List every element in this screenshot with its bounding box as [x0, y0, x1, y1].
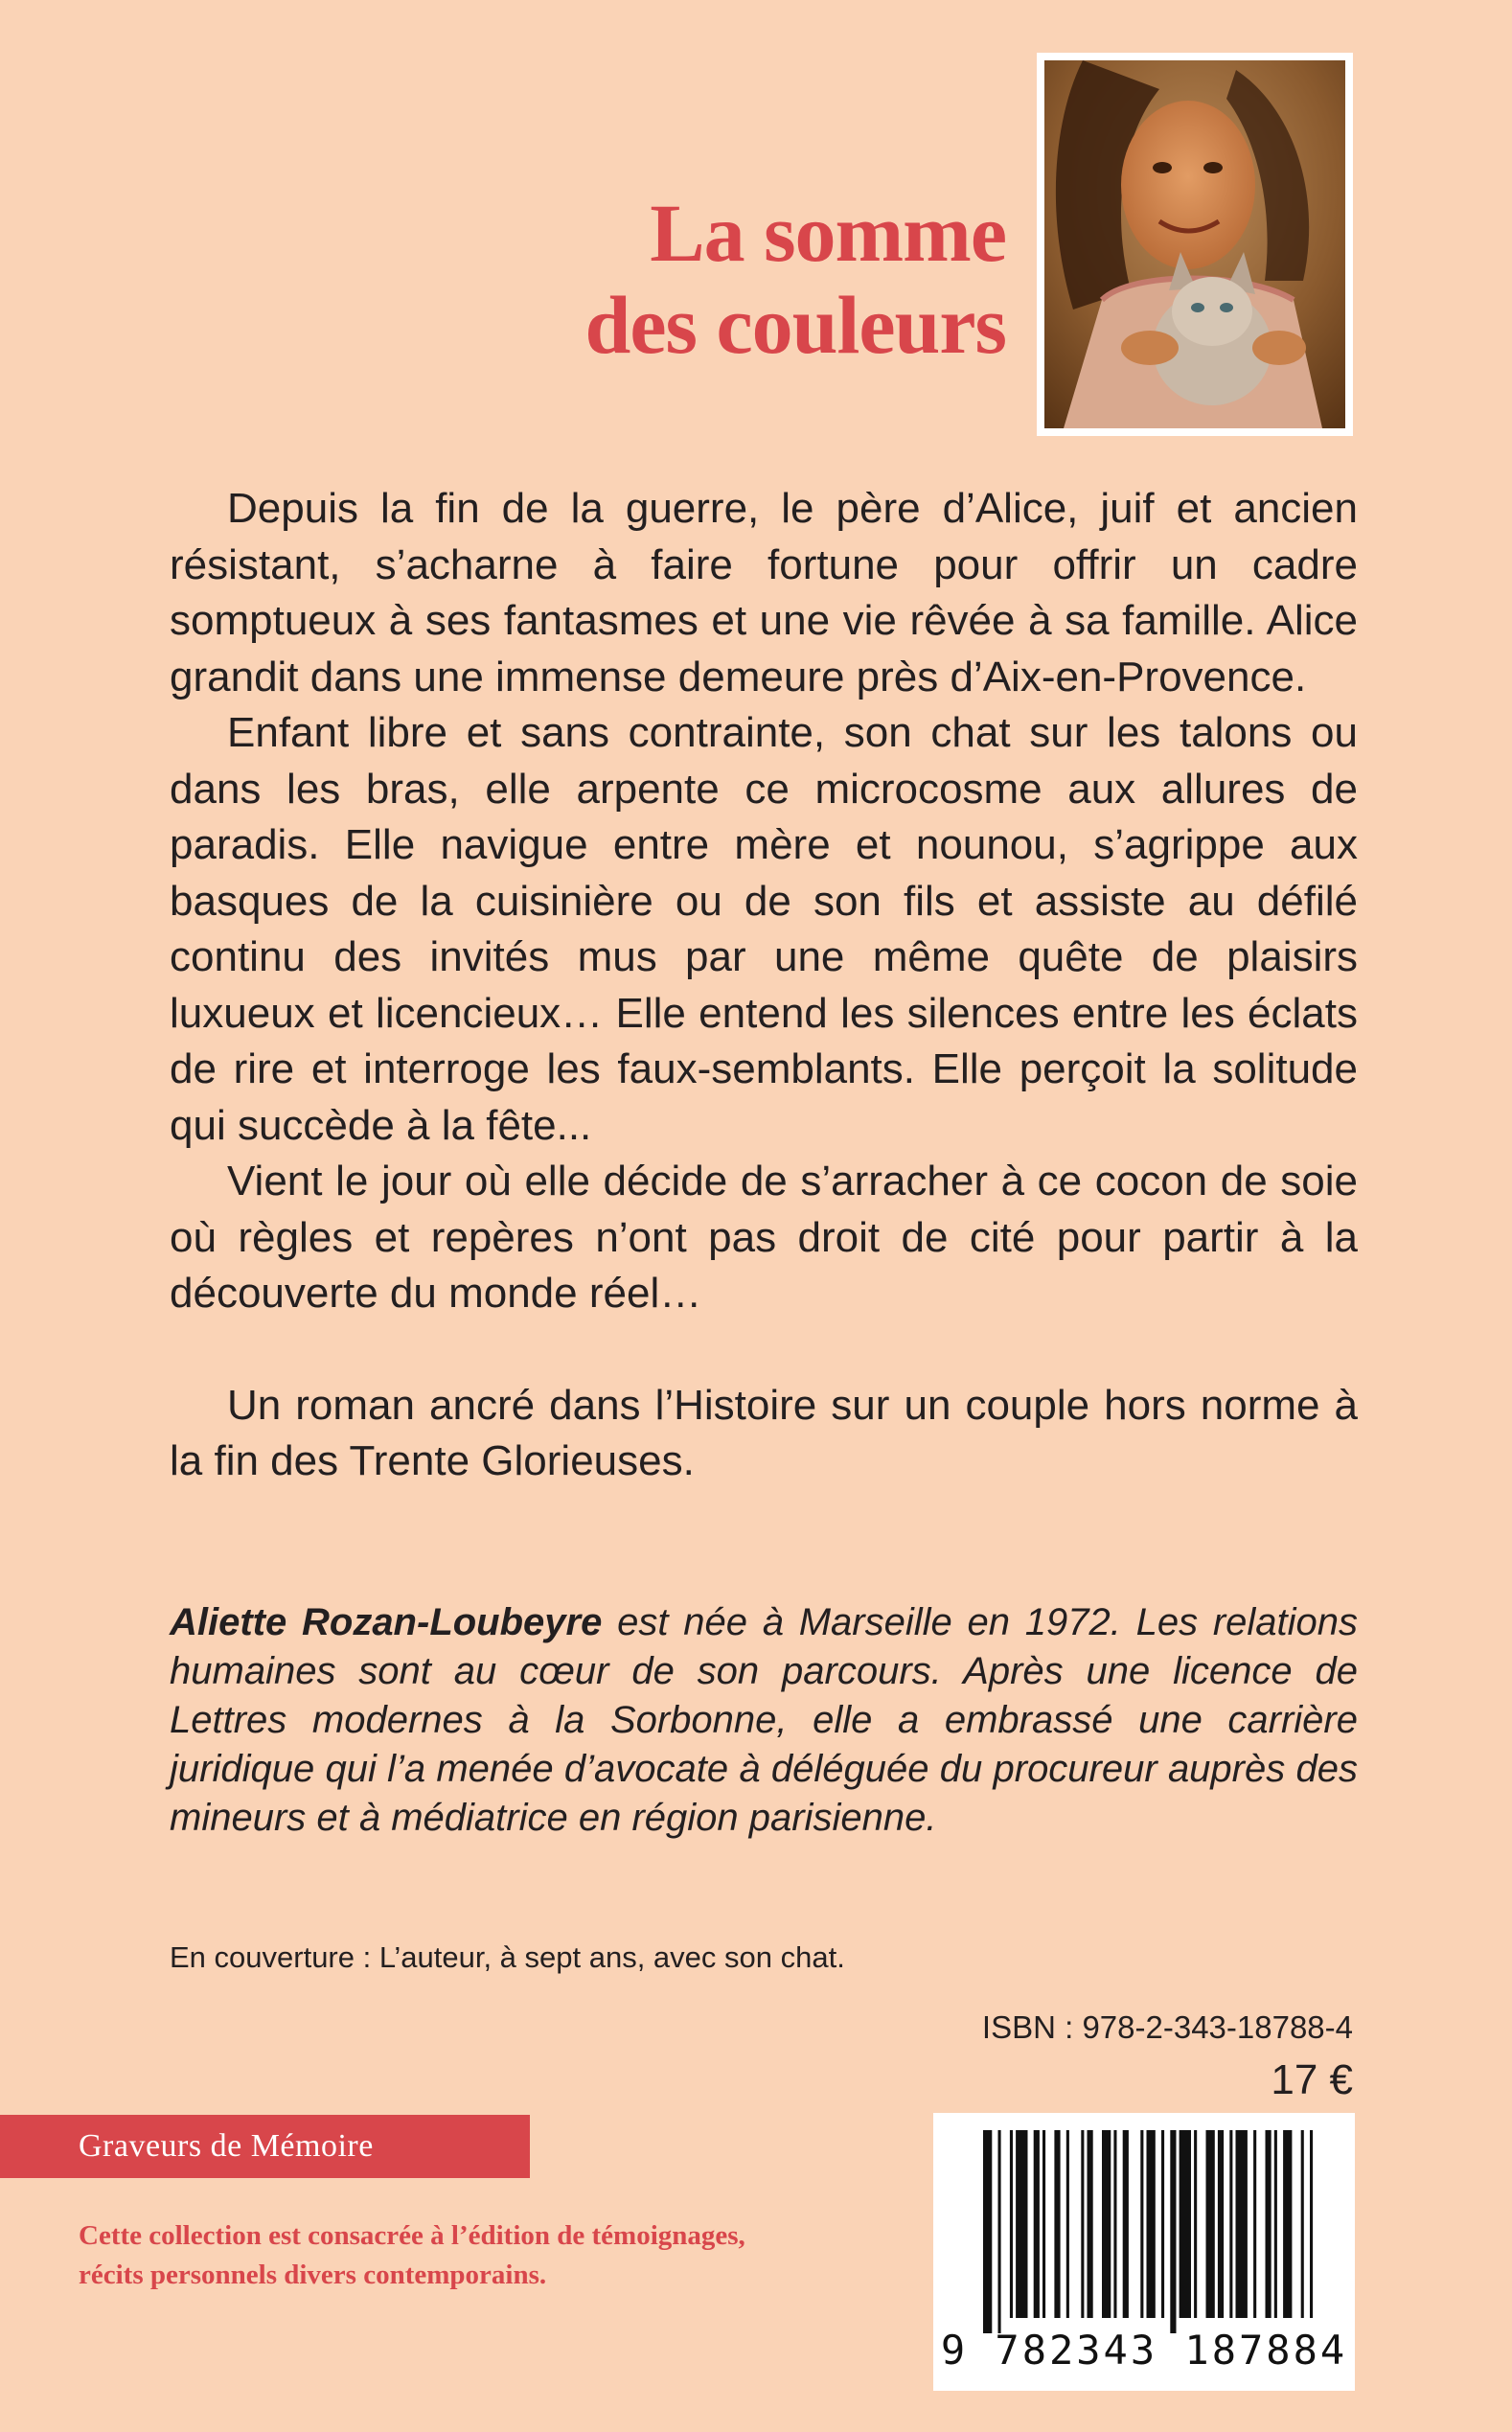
book-title-line-2: des couleurs [584, 279, 1006, 371]
barcode-bar [1310, 2130, 1313, 2318]
collection-name: Graveurs de Mémoire [0, 2115, 530, 2178]
cover-photo-frame [1037, 53, 1353, 436]
barcode-bar [1054, 2130, 1060, 2318]
barcode-bar [1266, 2130, 1271, 2318]
barcode-bar [1066, 2130, 1069, 2318]
synopsis-closing: Un roman ancré dans l’Histoire sur un couple hors norme à la fin des Trente Glorieuses. [170, 1381, 1358, 1484]
book-title-line-1: La somme [650, 187, 1006, 279]
barcode [933, 2113, 1355, 2391]
barcode-bar [1229, 2130, 1232, 2318]
barcode-bar [1194, 2130, 1197, 2318]
barcode-bar [1274, 2130, 1277, 2318]
barcode-bar [1180, 2130, 1191, 2318]
barcode-bar [1301, 2130, 1304, 2318]
barcode-bar [1283, 2130, 1292, 2318]
barcode-bar [1253, 2130, 1256, 2318]
cover-photo [1044, 60, 1345, 428]
author-name: Aliette Rozan-Loubeyre [170, 1601, 603, 1643]
synopsis-paragraph-3: Vient le jour où elle décide de s’arracher à ce cocon de soie où règles et repères n’ont pas droit de cité pour partir à la découverte du monde réel… [170, 1158, 1358, 1317]
barcode-bar [1140, 2130, 1143, 2318]
author-bio-text: est née à Marseille en 1972. Les relations humaines sont au cœur de son parcours. Après une licence de Lettres modernes à la Sorbonne, elle a embrassé une carrière juridique qui l’a menée d’avocate à déléguée du procureur auprès des mineurs et à médiatrice en région parisienne. [170, 1601, 1359, 1839]
barcode-bar [1206, 2130, 1215, 2318]
barcode-bar [998, 2130, 1001, 2333]
isbn: ISBN : 978-2-343-18788-4 [981, 2009, 1353, 2045]
barcode-bar [1218, 2130, 1224, 2318]
barcode-bar [1147, 2130, 1156, 2318]
barcode-bar [1010, 2130, 1013, 2318]
barcode-bar [1123, 2130, 1129, 2318]
synopsis [170, 481, 1358, 1490]
barcode-bar [1081, 2130, 1084, 2318]
barcode-bar [1170, 2130, 1176, 2333]
cover-caption: En couverture : L’auteur, à sept ans, avec son chat. [170, 1940, 845, 1974]
barcode-bar [1236, 2130, 1248, 2318]
book-title [585, 187, 1007, 371]
synopsis-paragraph-2: Enfant libre et sans contrainte, son chat sur les talons ou dans les bras, elle arpente ce microcosme aux allures de paradis. Elle navigue entre mère et nounou, s’agrippe aux basques de la cuisinière ou de son fils et assiste au défilé continu des invités mus par une même quête de plaisirs luxueux et licencieux… Elle entend les silences entre les éclats de rire et interroge les faux-semblants. Elle perçoit la solitude qui succède à la fête... [170, 709, 1358, 1149]
author-bio [170, 1598, 1358, 1843]
collection-description-line-2: récits personnels divers contemporains. [79, 2260, 547, 2290]
barcode-bar [1034, 2130, 1040, 2318]
barcode-bar [1102, 2130, 1111, 2318]
barcode-bar [1016, 2130, 1027, 2318]
barcode-bar [1113, 2130, 1116, 2318]
barcode-bar [983, 2130, 992, 2333]
barcode-bar [1161, 2130, 1164, 2318]
price: 17 € [1271, 2056, 1353, 2103]
collection-description [79, 2216, 745, 2295]
barcode-digits: 9 782343 187884 [940, 2327, 1348, 2374]
barcode-bar [1088, 2130, 1093, 2318]
synopsis-paragraph-1: Depuis la fin de la guerre, le père d’Alice, juif et ancien résistant, s’acharne à faire fortune pour offrir un cadre somptueux à ses fantasmes et une vie rêvée à sa famille. Alice grandit dans une immense demeure près d’Aix-en-Provence. [170, 485, 1358, 700]
barcode-bars [933, 2113, 1355, 2333]
barcode-bar [1042, 2130, 1045, 2318]
collection-description-line-1: Cette collection est consacrée à l’édition de témoignages, [79, 2220, 745, 2251]
